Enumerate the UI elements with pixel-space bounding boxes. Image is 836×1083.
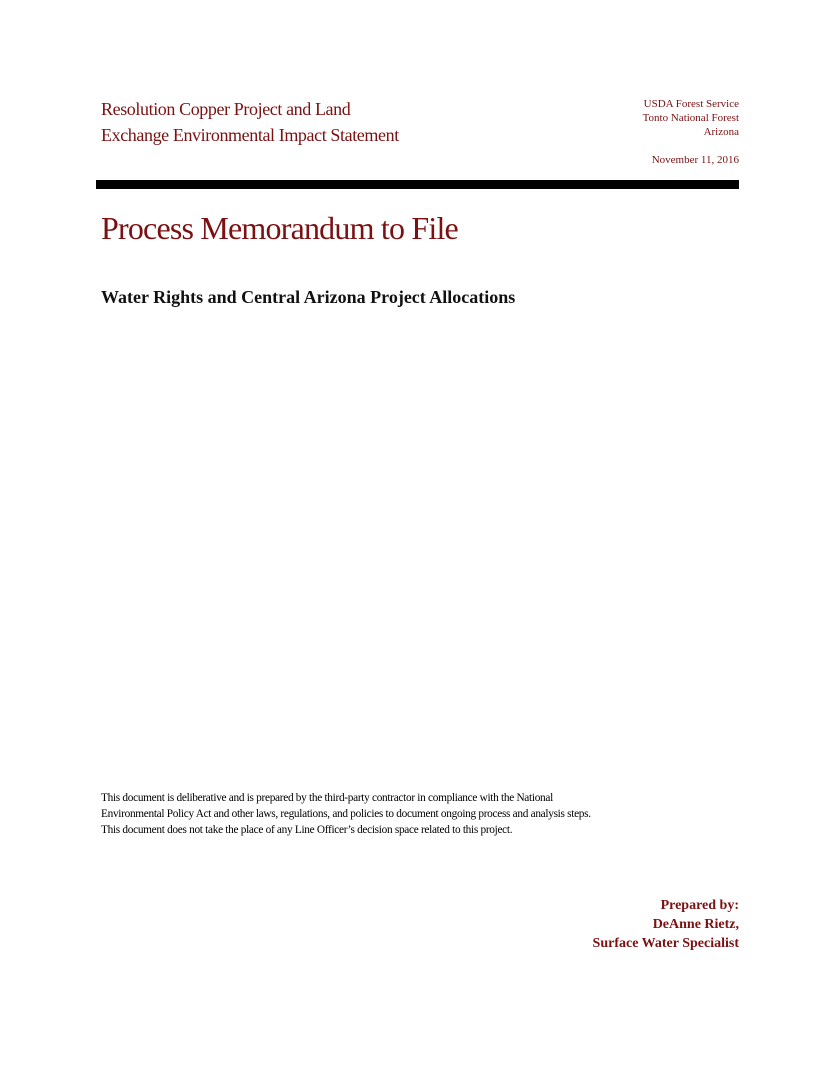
project-title-line-2: Exchange Environmental Impact Statement (101, 125, 399, 145)
memo-title: Process Memorandum to File (101, 210, 458, 246)
project-title (101, 96, 521, 148)
memo-subtitle: Water Rights and Central Arizona Project Allocations (101, 287, 516, 307)
disclaimer-paragraph (101, 790, 741, 838)
author-role: Surface Water Specialist (592, 936, 739, 951)
agency-line-3: Arizona (703, 126, 739, 138)
project-title-line-1: Resolution Copper Project and Land (101, 99, 351, 119)
disclaimer-line-1: This document is deliberative and is prepared by the third-party contractor in compliance with the National (101, 792, 553, 804)
header-divider (96, 180, 739, 189)
agency-line-2: Tonto National Forest (642, 112, 739, 124)
disclaimer-line-2: Environmental Policy Act and other laws, regulations, and policies to document ongoing process and analysis steps. (101, 808, 591, 820)
agency-line-1: USDA Forest Service (643, 98, 739, 110)
agency-block (499, 97, 739, 139)
prepared-by-block (439, 896, 739, 953)
author-name: DeAnne Rietz, (652, 917, 739, 932)
document-date: November 11, 2016 (651, 154, 739, 166)
prepared-by-label: Prepared by: (660, 898, 739, 913)
disclaimer-line-3: This document does not take the place of any Line Officer’s decision space related to this project. (101, 824, 513, 836)
